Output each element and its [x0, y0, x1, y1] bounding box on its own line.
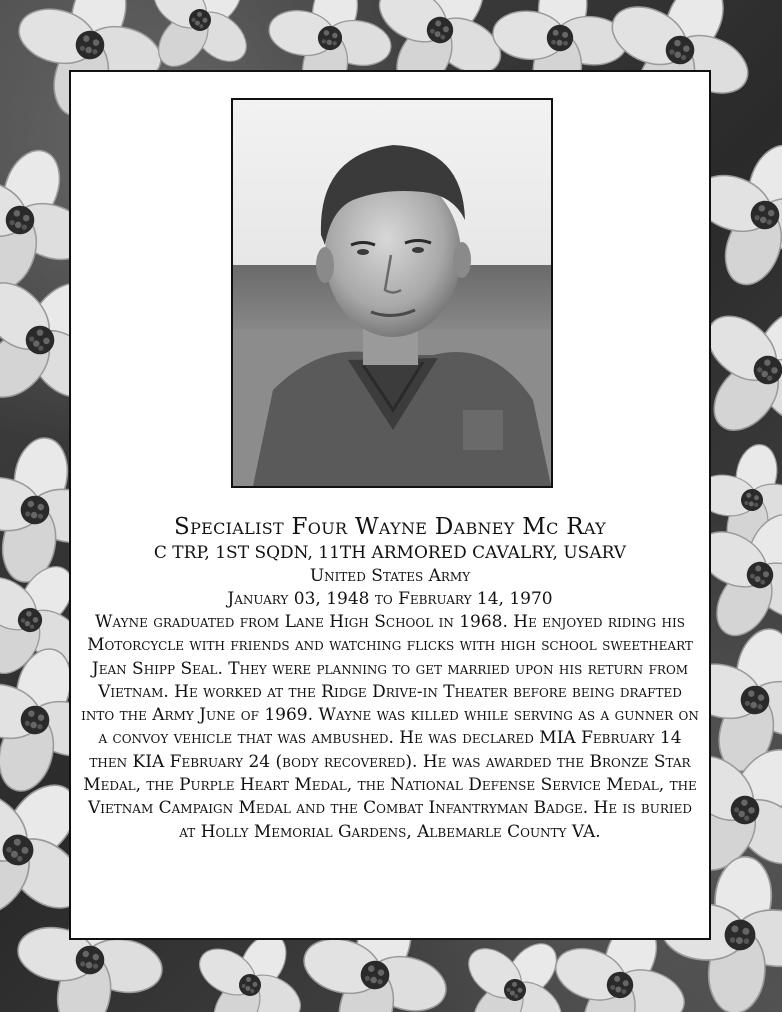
life-dates: January 03, 1948 to February 14, 1970 [227, 589, 553, 609]
branch-line: United States Army [309, 566, 471, 586]
memorial-panel [69, 70, 711, 940]
unit-line: C TRP, 1ST SQDN, 11TH ARMORED CAVALRY, USARV [153, 543, 627, 563]
portrait-photo [231, 98, 553, 488]
memorial-text [81, 513, 699, 844]
soldier-name: Specialist Four Wayne Dabney Mc Ray [174, 514, 606, 540]
biography-text: Wayne graduated from Lane High School in 1968. He enjoyed riding his Motorcycle with friends and watching flicks with high school sweetheart Jean Shipp Seal. They were planning to get married upon his return from Vietnam. He worked at the Ridge Drive-in Theater before being drafted into the Army June of 1969. Wayne was killed while serving as a gunner on a convoy vehicle that was ambushed. He was declared MIA February 14 then KIA February 24 (body recovered). He was awarded the Bronze Star Medal, the Purple Heart Medal, the National Defense Service Medal, the Vietnam Campaign Medal and the Combat Infantryman Badge. He is buried at Holly Memorial Gardens, Albemarle County VA. [81, 612, 699, 842]
